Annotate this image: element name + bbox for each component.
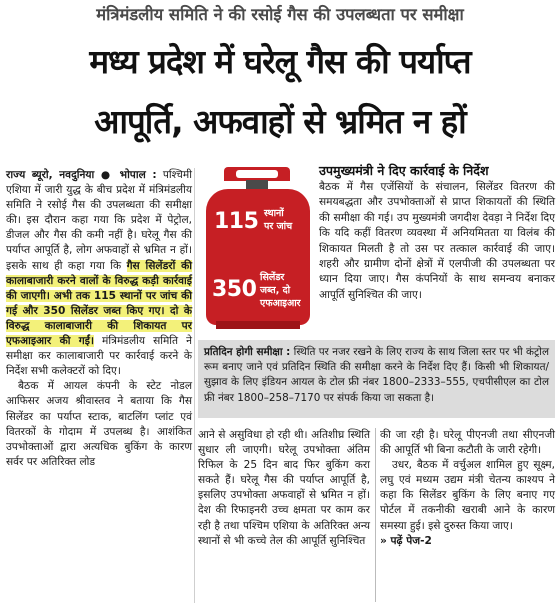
stat-350-label <box>260 271 301 310</box>
headline-line-2: आपूर्ति, अफवाहों से भ्रमित न हों <box>94 102 466 141</box>
column-divider-left <box>194 168 195 603</box>
kicker: मंत्रिमंडलीय समिति ने की रसोई गैस की उपलब्धता पर समीक्षा <box>96 5 464 24</box>
middle-column: आने से असुविधा हो रही थी। अतिशीघ्र स्थिति सुधार ली जाएगी। घरेलू उपभोक्ता अंतिम रिफिल के 25 दिन बाद फिर बुकिंग करा सकते हैं। घरेलू गैस की पर्याप्त आपूर्ति है, इसलिए उपभोक्ता अफवाहों से भ्रमित न हों। देश की रिफाइनरी उच्च क्षमता पर काम कर रही है तथा पश्चिम एशिया के अतिरिक्त अन्य स्थानों से भी कच्चे तेल की आपूर्ति सुनिश्चित <box>198 429 370 547</box>
cylinder-handle <box>224 167 290 181</box>
right-column <box>380 428 555 549</box>
left-paragraph-1-tail: मंत्रिमंडलीय समिति ने समीक्षा कर कालाबाजारी पर कार्रवाई करने के निर्देश सभी कलेक्टरों को दिए। <box>6 335 192 378</box>
stat-115-value: 115 <box>214 209 259 234</box>
subhead: उपमुख्यमंत्री ने दिए कार्रवाई के निर्देश <box>319 163 489 178</box>
stat-115-label-line-2: पर जांच <box>264 221 293 232</box>
continued-link[interactable]: » पढ़ें पेज-2 <box>380 534 432 547</box>
left-paragraph-2: बैठक में आयल कंपनी के स्टेट नोडल आफिसर अजय श्रीवास्तव ने बताया कि गैस सिलेंडर का पर्याप्त स्टाक, बाटलिंग प्लांट एवं वितरकों के गोदाम में उपलब्ध है। आशंकित उपभोक्ताओं द्वारा अत्यधिक बुकिंग के कारण सर्वर पर अतिरिक्त लोड <box>6 380 192 468</box>
right-top-body: बैठक में गैस एजेंसियों के संचालन, सिलेंडर वितरण की समयबद्धता और उपभोक्ताओं से प्राप्त शिकायतों की स्थिति की समीक्षा की गई। उप मुख्यमंत्री जगदीश देवड़ा ने निर्देश दिए कि यदि कहीं वितरण व्यवस्था में अनियमितता या विलंब की शिकायत मिलती है तो उस पर तत्काल कार्रवाई की जाए। शहरी और ग्रामीण दोनों क्षेत्रों में एलपीजी की उपलब्धता पर ध्यान दिया जाए। गैस कंपनियों के साथ समन्वय बनाकर आपूर्ति सुनिश्चित की जाए। <box>319 181 555 301</box>
box-text: स्थिति पर नजर रखने के लिए राज्य के साथ जिला स्तर पर भी कंट्रोल रूम बनाए जाने एवं प्रतिदिन स्थिति की समीक्षा करने के निर्देश दिए हैं। किसी भी शिकायत/सुझाव के लिए इंडियन आयल के टोल फ्री नंबर 1800–2333–555, एचपीसीएल का टोल फ्री नंबर 1800–258–7170 पर संपर्क किया जा सकता है। <box>204 346 549 404</box>
right-paragraph-1: की जा रही है। घरेलू पीएनजी तथा सीएनजी की आपूर्ति भी बिना कटौती के जारी रहेगी। <box>380 429 555 457</box>
highlighted-text: गैस सिलेंडरों की कालाबाजारी करने वालों के विरुद्ध कड़ी कार्रवाई की जाएगी। अभी तक 115 स्थानों पर जांच की गई और 350 सिलेंडर जब्त किए गए। दो के विरुद्ध कालाबाजारी की शिकायत पर एफआइआर की गईं। <box>6 259 192 348</box>
left-column <box>6 168 192 470</box>
stat-115-label-line-1: स्थानों <box>264 208 284 219</box>
stat-350-label-line-1: सिलेंडर <box>260 272 285 283</box>
left-paragraph-1: पश्चिमी एशिया में जारी युद्ध के बीच प्रदेश में मंत्रिमंडलीय समिति ने रसोई गैस की उपलब्धता की समीक्षा की। इस दौरान कहा गया कि प्रदेश में पेट्रोल, डीजल और गैस की कमी नहीं है। घरेलू गैस की पर्याप्त आपूर्ति है, लोग अफवाहों से भ्रमित न हों। इसके साथ ही कहा गया कि <box>6 169 192 272</box>
daily-review-box <box>198 340 555 418</box>
headline-line-1: मध्य प्रदेश में घरेलू गैस की पर्याप्त <box>89 42 471 81</box>
column-divider-right <box>375 428 376 602</box>
box-label: प्रतिदिन होगी समीक्षा : <box>204 346 291 358</box>
stat-350-label-line-3: एफआइआर <box>260 298 301 309</box>
right-paragraph-2: उधर, बैठक में वर्चुअल शामिल हुए सूक्ष्म, लघु एवं मध्यम उद्यम मंत्री चेतन्य काश्यप ने कहा कि सिलेंडर बुकिंग के लिए बनाए गए पोर्टल में तकनीकी खराबी आने के कारण समस्या हुई। इसे दुरुस्त किया जाए। <box>380 459 555 532</box>
stat-350-value: 350 <box>212 277 257 302</box>
gas-cylinder-graphic <box>198 165 316 330</box>
byline: राज्य ब्यूरो, नवदुनिया ● भोपाल : <box>6 169 157 181</box>
stat-350-label-line-2: जब्त, दो <box>260 285 291 296</box>
cylinder-foot <box>216 321 300 329</box>
stat-115-label <box>264 207 292 233</box>
